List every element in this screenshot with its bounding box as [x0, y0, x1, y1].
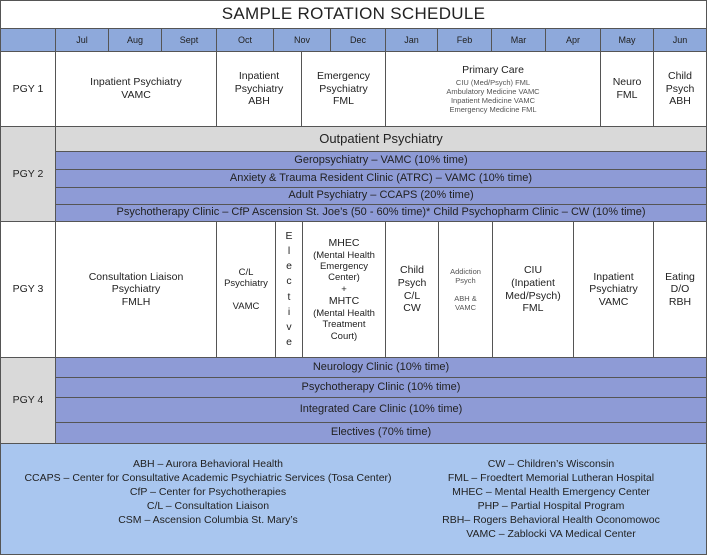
- legend-item: CSM – Ascension Columbia St. Mary’s: [118, 514, 298, 526]
- schedule-title: SAMPLE ROTATION SCHEDULE: [0, 0, 707, 29]
- month-header-aug: Aug: [108, 28, 162, 52]
- legend-item: CCAPS – Center for Consultative Academic Psychiatric Services (Tosa Center): [24, 472, 392, 484]
- month-header-feb: Feb: [437, 28, 492, 52]
- legend-item: RBH– Rogers Behavioral Health Oconomowoc: [442, 514, 660, 526]
- pgy4-band-neurology: Neurology Clinic (10% time): [55, 357, 707, 378]
- legend-item: ABH – Aurora Behavioral Health: [133, 458, 283, 470]
- pgy2-outpatient-header: Outpatient Psychiatry: [55, 126, 707, 152]
- legend-item: FML – Froedtert Memorial Lutheran Hospital: [447, 472, 655, 484]
- pgy3-consultation-liaison: Consultation Liaison Psychiatry FMLH: [55, 221, 217, 358]
- month-header-jul: Jul: [55, 28, 109, 52]
- pgy2-label: PGY 2: [0, 126, 56, 222]
- pgy4-band-electives: Electives (70% time): [55, 422, 707, 444]
- pgy4-label: PGY 4: [0, 357, 56, 444]
- legend-item: PHP – Partial Hospital Program: [477, 500, 625, 512]
- month-header-sept: Sept: [161, 28, 217, 52]
- pgy1-primary-care: Primary Care CIU (Med/Psych) FML Ambulatory Medicine VAMC Inpatient Medicine VAMC Emergency Medicine FML: [385, 51, 601, 127]
- legend-item: VAMC – Zablocki VA Medical Center: [466, 528, 636, 540]
- pgy1-label: PGY 1: [0, 51, 56, 127]
- pgy1-inpatient-psychiatry-vamc: Inpatient Psychiatry VAMC: [55, 51, 217, 127]
- legend-item: C/L – Consultation Liaison: [146, 500, 270, 512]
- pgy2-band-psychotherapy: Psychotherapy Clinic – CfP Ascension St. Joe’s (50 - 60% time)* Child Psychopharm Clinic – CW (10% time): [55, 204, 707, 222]
- pgy3-elective: E l e c t i v e: [275, 221, 303, 358]
- month-header-may: May: [600, 28, 654, 52]
- pgy3-label: PGY 3: [0, 221, 56, 358]
- abbreviation-legend: [0, 443, 707, 555]
- month-header-apr: Apr: [545, 28, 601, 52]
- pgy3-eating-disorders: Eating D/O RBH: [653, 221, 707, 358]
- pgy3-inpatient-psychiatry-vamc: Inpatient Psychiatry VAMC: [573, 221, 654, 358]
- month-header-jun: Jun: [653, 28, 707, 52]
- pgy4-band-psychotherapy: Psychotherapy Clinic (10% time): [55, 377, 707, 398]
- pgy2-band-anxiety-trauma: Anxiety & Trauma Resident Clinic (ATRC) – VAMC (10% time): [55, 169, 707, 188]
- month-header-corner: [0, 28, 56, 52]
- pgy1-child-psych: Child Psych ABH: [653, 51, 707, 127]
- legend-item: MHEC – Mental Health Emergency Center: [452, 486, 650, 498]
- pgy3-ciu: CIU (Inpatient Med/Psych) FML: [492, 221, 574, 358]
- pgy2-band-geropsychiatry: Geropsychiatry – VAMC (10% time): [55, 151, 707, 170]
- month-header-oct: Oct: [216, 28, 274, 52]
- month-header-jan: Jan: [385, 28, 438, 52]
- month-header-dec: Dec: [330, 28, 386, 52]
- month-header-nov: Nov: [273, 28, 331, 52]
- legend-item: CW – Children’s Wisconsin: [487, 458, 615, 470]
- pgy1-neuro: Neuro FML: [600, 51, 654, 127]
- legend-item: CfP – Center for Psychotherapies: [129, 486, 287, 498]
- pgy3-addiction-psych: Addiction Psych ABH & VAMC: [438, 221, 493, 358]
- pgy2-band-adult-psychiatry: Adult Psychiatry – CCAPS (20% time): [55, 187, 707, 205]
- pgy1-inpatient-psychiatry-abh: Inpatient Psychiatry ABH: [216, 51, 302, 127]
- legend-left-column: [7, 457, 409, 527]
- pgy3-mhec-mhtc: MHEC (Mental Health Emergency Center) + MHTC (Mental Health Treatment Court): [302, 221, 386, 358]
- legend-right-column: [431, 457, 671, 541]
- pgy3-child-psych-cl: Child Psych C/L CW: [385, 221, 439, 358]
- pgy3-cl-psychiatry-vamc: C/L Psychiatry VAMC: [216, 221, 276, 358]
- pgy4-band-integrated-care: Integrated Care Clinic (10% time): [55, 397, 707, 423]
- month-header-mar: Mar: [491, 28, 546, 52]
- pgy1-emergency-psychiatry: Emergency Psychiatry FML: [301, 51, 386, 127]
